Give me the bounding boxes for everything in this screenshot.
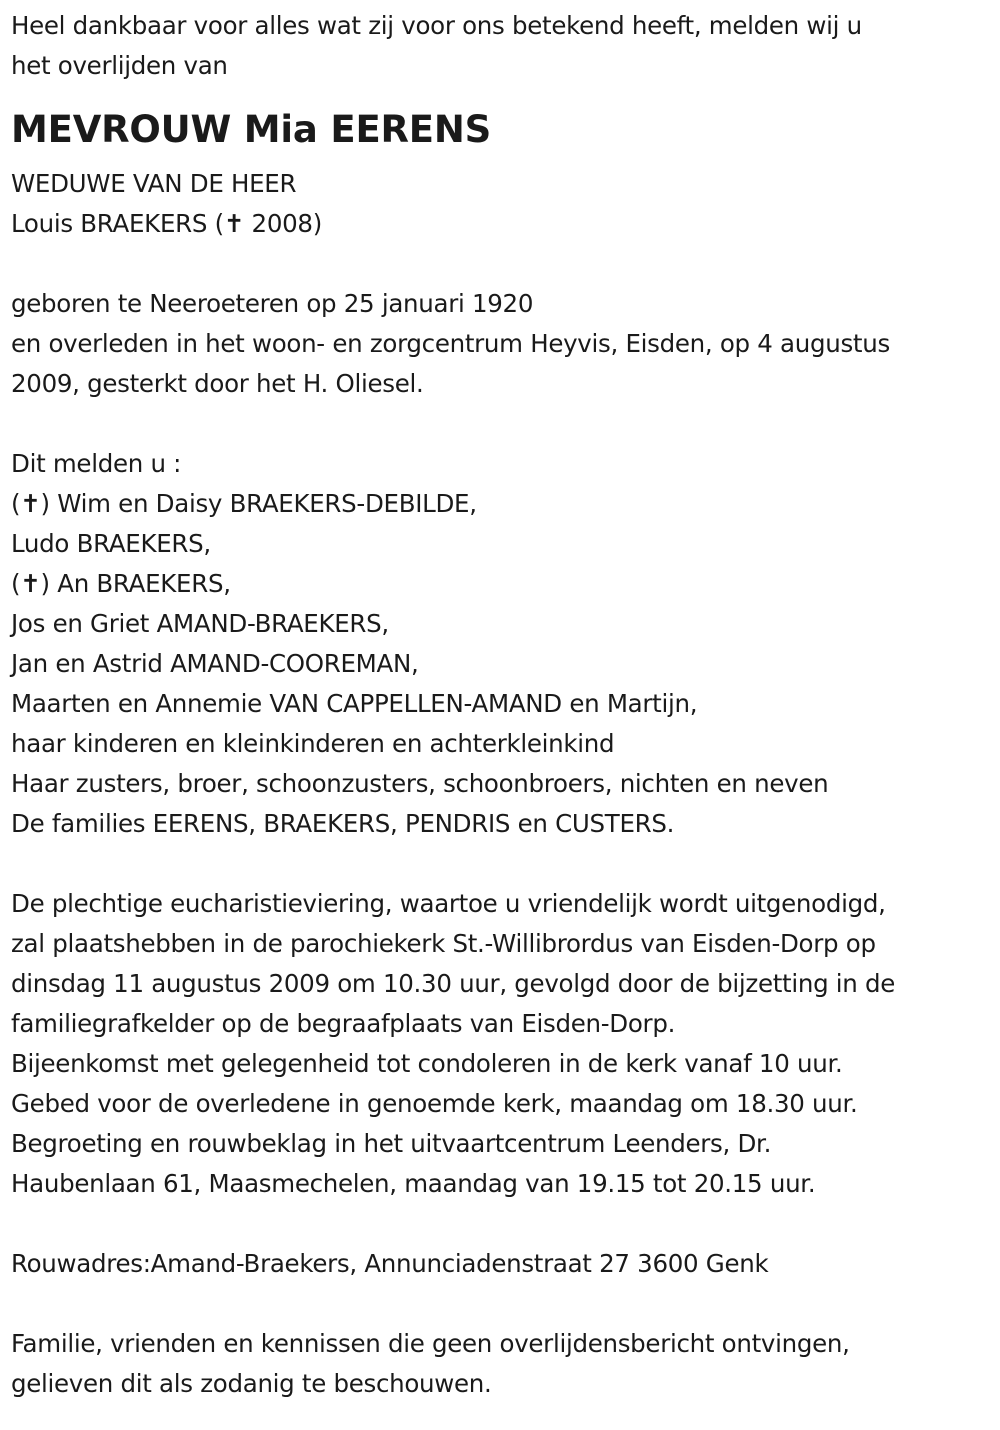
family-line: Ludo BRAEKERS, <box>11 529 211 558</box>
ceremony-line: familiegrafkelder op de begraafplaats van Eisden-Dorp. <box>11 1009 676 1038</box>
ceremony-line: dinsdag 11 augustus 2009 om 10.30 uur, gevolgd door de bijzetting in de <box>11 969 896 998</box>
ceremony-line: Gebed voor de overledene in genoemde kerk, maandag om 18.30 uur. <box>11 1089 858 1118</box>
spouse-section <box>11 164 991 244</box>
mourning-address: Rouwadres:Amand-Braekers, Annunciadenstraat 27 3600 Genk <box>11 1249 769 1278</box>
birth-death-line: en overleden in het woon- en zorgcentrum Heyvis, Eisden, op 4 augustus <box>11 329 890 358</box>
deceased-name: MEVROUW Mia EERENS <box>11 108 492 151</box>
family-line: haar kinderen en kleinkinderen en achterkleinkind <box>11 729 615 758</box>
intro-line: Heel dankbaar voor alles wat zij voor ons betekend heeft, melden wij u <box>11 11 862 40</box>
ceremony-section <box>11 884 991 1204</box>
intro-section <box>11 6 991 86</box>
family-section <box>11 444 991 844</box>
family-line: Maarten en Annemie VAN CAPPELLEN-AMAND en Martijn, <box>11 689 698 718</box>
birth-death-section <box>11 284 991 404</box>
family-line: Jan en Astrid AMAND-COOREMAN, <box>11 649 419 678</box>
ceremony-line: De plechtige eucharistieviering, waartoe u vriendelijk wordt uitgenodigd, <box>11 889 886 918</box>
closing-section <box>11 1324 991 1404</box>
intro-line: het overlijden van <box>11 51 228 80</box>
family-line: (✝) An BRAEKERS, <box>11 569 231 598</box>
birth-death-line: 2009, gesterkt door het H. Oliesel. <box>11 369 424 398</box>
family-line: Dit melden u : <box>11 449 182 478</box>
spouse-line: WEDUWE VAN DE HEER <box>11 169 297 198</box>
ceremony-line: Bijeenkomst met gelegenheid tot condoleren in de kerk vanaf 10 uur. <box>11 1049 843 1078</box>
family-line: De families EERENS, BRAEKERS, PENDRIS en CUSTERS. <box>11 809 675 838</box>
ceremony-line: zal plaatshebben in de parochiekerk St.-Willibrordus van Eisden-Dorp op <box>11 929 876 958</box>
family-line: (✝) Wim en Daisy BRAEKERS-DEBILDE, <box>11 489 477 518</box>
family-line: Jos en Griet AMAND-BRAEKERS, <box>11 609 389 638</box>
family-line: Haar zusters, broer, schoonzusters, schoonbroers, nichten en neven <box>11 769 829 798</box>
spouse-line: Louis BRAEKERS (✝ 2008) <box>11 209 322 238</box>
birth-death-line: geboren te Neeroeteren op 25 januari 1920 <box>11 289 534 318</box>
closing-line: gelieven dit als zodanig te beschouwen. <box>11 1369 492 1398</box>
closing-line: Familie, vrienden en kennissen die geen overlijdensbericht ontvingen, <box>11 1329 850 1358</box>
ceremony-line: Begroeting en rouwbeklag in het uitvaartcentrum Leenders, Dr. <box>11 1129 772 1158</box>
ceremony-line: Haubenlaan 61, Maasmechelen, maandag van 19.15 tot 20.15 uur. <box>11 1169 816 1198</box>
death-notice <box>11 6 991 1404</box>
